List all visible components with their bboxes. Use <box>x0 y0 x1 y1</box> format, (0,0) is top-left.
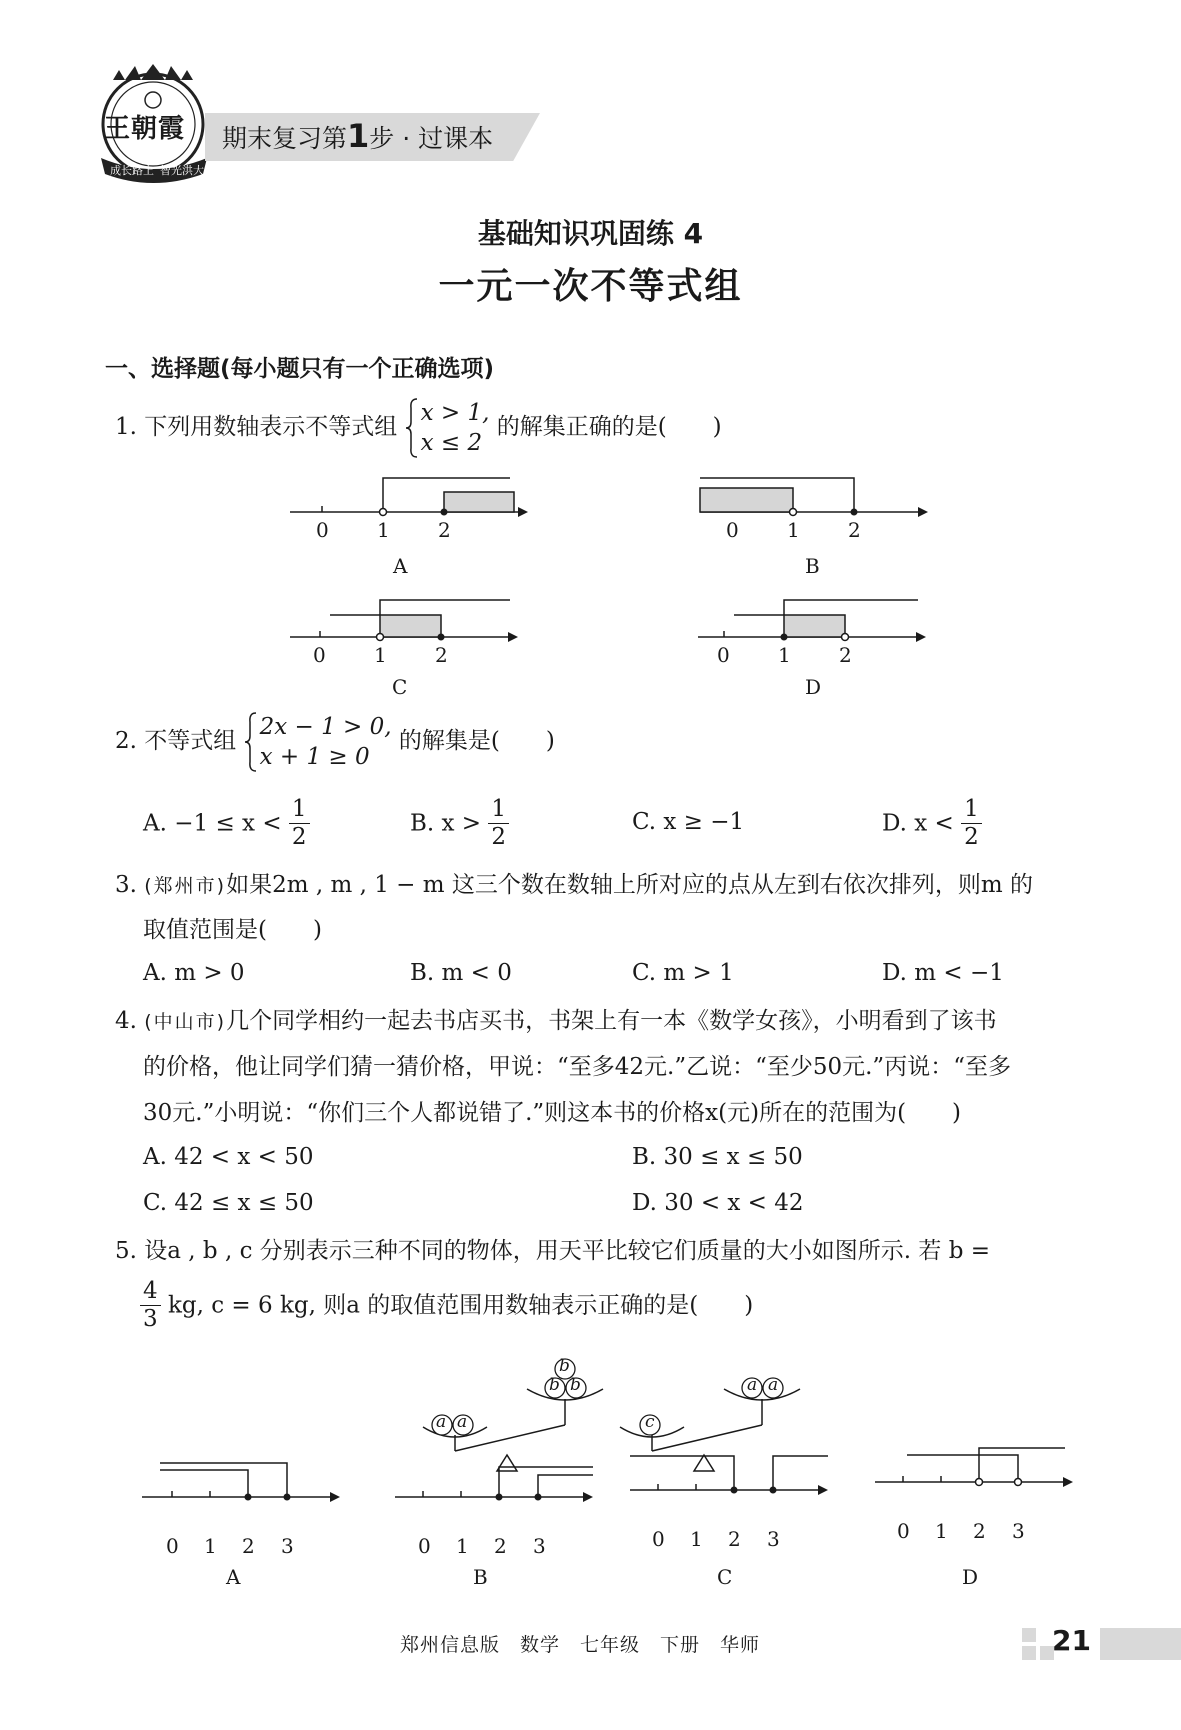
q1-option-d-label: D <box>805 675 822 699</box>
footer-edition: 郑州信息版 数学 七年级 下册 华师 <box>400 1634 761 1656</box>
footer-deco-square <box>1022 1628 1036 1642</box>
q4-option-d: D. 30 < x < 42 <box>632 1190 804 1216</box>
question-5 <box>115 1236 990 1266</box>
q5a-tick-2: 2 <box>242 1534 255 1558</box>
q4-option-c: C. 42 ≤ x ≤ 50 <box>143 1190 314 1216</box>
q3-option-c: C. m > 1 <box>632 960 734 986</box>
q1-sys-row-2: x ≤ 2 <box>420 430 483 456</box>
fraction: $\frac{1}{2}$ <box>289 798 310 849</box>
q5b-tick-3: 3 <box>533 1534 546 1558</box>
q1c-tick-0: 0 <box>313 643 326 667</box>
shaded-region <box>784 615 845 637</box>
q5d-tick-1: 1 <box>935 1519 948 1543</box>
q1-system <box>405 398 490 458</box>
solid-dot <box>731 1487 738 1494</box>
q5-line-2: $\frac{4}{3}$ kg, c = 6 kg, 则a 的取值范围用数轴表示正确的是( ) <box>140 1280 753 1331</box>
q1-sys-row-1: x > 1, <box>420 400 490 426</box>
q3-option-d: D. m < −1 <box>882 960 1004 986</box>
q2-number: 2. <box>115 728 137 754</box>
q1a-tick-1: 1 <box>377 518 390 542</box>
q1d-tick-1: 1 <box>778 643 791 667</box>
footer-deco-square <box>1022 1646 1036 1660</box>
q5-option-c-label: C <box>717 1565 733 1589</box>
fraction: $\frac{1}{2}$ <box>961 798 982 849</box>
q5-numberline-a <box>140 1455 350 1515</box>
q1b-tick-1: 1 <box>787 518 800 542</box>
q5-option-a-label: A <box>226 1565 241 1589</box>
q5c-tick-3: 3 <box>767 1527 780 1551</box>
banner-number: 1 <box>347 117 370 155</box>
q5c-tick-2: 2 <box>728 1527 741 1551</box>
q5a-tick-3: 3 <box>281 1534 294 1558</box>
q4-option-a: A. 42 < x < 50 <box>143 1144 314 1170</box>
q4-option-b: B. 30 ≤ x ≤ 50 <box>632 1144 803 1170</box>
q3-source: (郑州市) <box>144 875 227 897</box>
q5-numberline-d <box>873 1440 1083 1500</box>
q1a-tick-2: 2 <box>438 518 451 542</box>
q2-option-b: B. x > $\frac{1}{2}$ <box>410 798 509 849</box>
q4-line-2: 的价格，他让同学们猜一猜价格，甲说：“至多42元.”乙说：“至少50元.”丙说：“至多 <box>143 1054 1011 1080</box>
weight-b-label: b <box>549 1375 560 1395</box>
q5b-tick-2: 2 <box>494 1534 507 1558</box>
solid-dot <box>770 1487 777 1494</box>
solid-dot <box>284 1494 291 1501</box>
open-dot <box>842 634 849 641</box>
q3-option-a: A. m > 0 <box>143 960 245 986</box>
q5c-tick-0: 0 <box>652 1527 665 1551</box>
q5-numberline-c <box>628 1448 838 1508</box>
q1b-tick-2: 2 <box>848 518 861 542</box>
q3-line-2: 取值范围是( ) <box>143 917 322 943</box>
solid-dot <box>496 1494 503 1501</box>
banner-prefix: 期末复习第 <box>222 124 348 153</box>
q1d-tick-2: 2 <box>839 643 852 667</box>
footer-bar <box>1100 1628 1181 1660</box>
q1-number: 1. <box>115 414 137 440</box>
weight-b-label: b <box>570 1375 581 1395</box>
q4-source: (中山市) <box>144 1011 227 1033</box>
question-1 <box>115 398 722 458</box>
q5a-tick-1: 1 <box>204 1534 217 1558</box>
q5c-tick-1: 1 <box>690 1527 703 1551</box>
brace-icon <box>244 712 258 772</box>
q5d-tick-3: 3 <box>1012 1519 1025 1543</box>
q2-text-after: 的解集是( ) <box>398 728 555 754</box>
q2-sys-row-1: 2x − 1 > 0, <box>259 714 392 740</box>
solid-dot <box>245 1494 252 1501</box>
weight-a-label: a <box>747 1375 758 1395</box>
open-dot <box>380 509 387 516</box>
q3-line-1: 如果2m , m , 1 − m 这三个数在数轴上所对应的点从左到右依次排列，则m 的 <box>226 872 1033 898</box>
solid-dot <box>438 634 445 641</box>
question-2 <box>115 712 555 772</box>
weight-a-label: a <box>436 1412 447 1432</box>
q2-option-a: A. −1 ≤ x < $\frac{1}{2}$ <box>143 798 310 849</box>
weight-a-label: a <box>457 1412 468 1432</box>
q5-number: 5. <box>115 1238 137 1264</box>
q1c-tick-2: 2 <box>435 643 448 667</box>
fraction: $\frac{1}{2}$ <box>488 798 509 849</box>
q1-text-after: 的解集正确的是( ) <box>496 414 722 440</box>
solid-dot <box>781 634 788 641</box>
q1d-tick-0: 0 <box>717 643 730 667</box>
q4-line-1: 几个同学相约一起去书店买书，书架上有一本《数学女孩》，小明看到了该书 <box>226 1008 997 1034</box>
q5d-tick-2: 2 <box>973 1519 986 1543</box>
header-banner <box>222 118 493 157</box>
q1c-tick-1: 1 <box>374 643 387 667</box>
solid-dot <box>535 1494 542 1501</box>
q2-system <box>244 712 392 772</box>
open-dot <box>1015 1479 1022 1486</box>
weight-a-label: a <box>768 1375 779 1395</box>
q2-text-before: 不等式组 <box>144 728 237 754</box>
page-subtitle: 基础知识巩固练 4 <box>477 217 704 250</box>
open-dot <box>976 1479 983 1486</box>
question-3 <box>115 870 1033 901</box>
question-4 <box>115 1006 997 1037</box>
q3-number: 3. <box>115 872 137 898</box>
page-number: 21 <box>1052 1624 1091 1657</box>
q5-numberline-b <box>393 1455 603 1515</box>
q5a-tick-0: 0 <box>166 1534 179 1558</box>
q1-option-c-label: C <box>392 675 408 699</box>
weight-c-label: c <box>645 1412 655 1432</box>
weight-b-label: b <box>559 1356 570 1376</box>
q1b-tick-0: 0 <box>726 518 739 542</box>
open-dot <box>790 509 797 516</box>
q1-option-b-label: B <box>805 554 820 578</box>
q5-line-1: 设a , b , c 分别表示三种不同的物体，用天平比较它们质量的大小如图所示. 若 b = <box>144 1238 990 1264</box>
solid-dot <box>851 509 858 516</box>
banner-suffix: 步 · 过课本 <box>369 124 494 153</box>
logo-slogan-2: 智光洪大 <box>160 164 204 177</box>
logo-name: 王朝霞 <box>104 114 186 144</box>
q5b-tick-1: 1 <box>456 1534 469 1558</box>
section-heading: 一、选择题(每小题只有一个正确选项) <box>105 356 495 382</box>
q5d-tick-0: 0 <box>897 1519 910 1543</box>
q5b-tick-0: 0 <box>418 1534 431 1558</box>
fraction: $\frac{4}{3}$ <box>140 1280 161 1331</box>
shaded-region <box>444 492 514 512</box>
page-title: 一元一次不等式组 <box>438 266 743 307</box>
q5-option-d-label: D <box>962 1565 979 1589</box>
q1a-tick-0: 0 <box>316 518 329 542</box>
open-dot <box>377 634 384 641</box>
q2-sys-row-2: x + 1 ≥ 0 <box>259 744 370 770</box>
q3-option-b: B. m < 0 <box>410 960 512 986</box>
q4-number: 4. <box>115 1008 137 1034</box>
shaded-region <box>380 615 441 637</box>
q5-option-b-label: B <box>473 1565 488 1589</box>
shaded-region <box>700 488 793 512</box>
solid-dot <box>441 509 448 516</box>
brace-icon <box>405 398 419 458</box>
q1-option-a-label: A <box>393 554 408 578</box>
q2-option-c: C. x ≥ −1 <box>632 809 745 835</box>
q4-line-3: 30元.”小明说：“你们三个人都说错了.”则这本书的价格x(元)所在的范围为( ) <box>143 1100 962 1126</box>
logo-slogan-1: 成长路上 <box>110 164 154 177</box>
q2-option-d: D. x < $\frac{1}{2}$ <box>882 798 982 849</box>
q1-text-before: 下列用数轴表示不等式组 <box>144 414 398 440</box>
